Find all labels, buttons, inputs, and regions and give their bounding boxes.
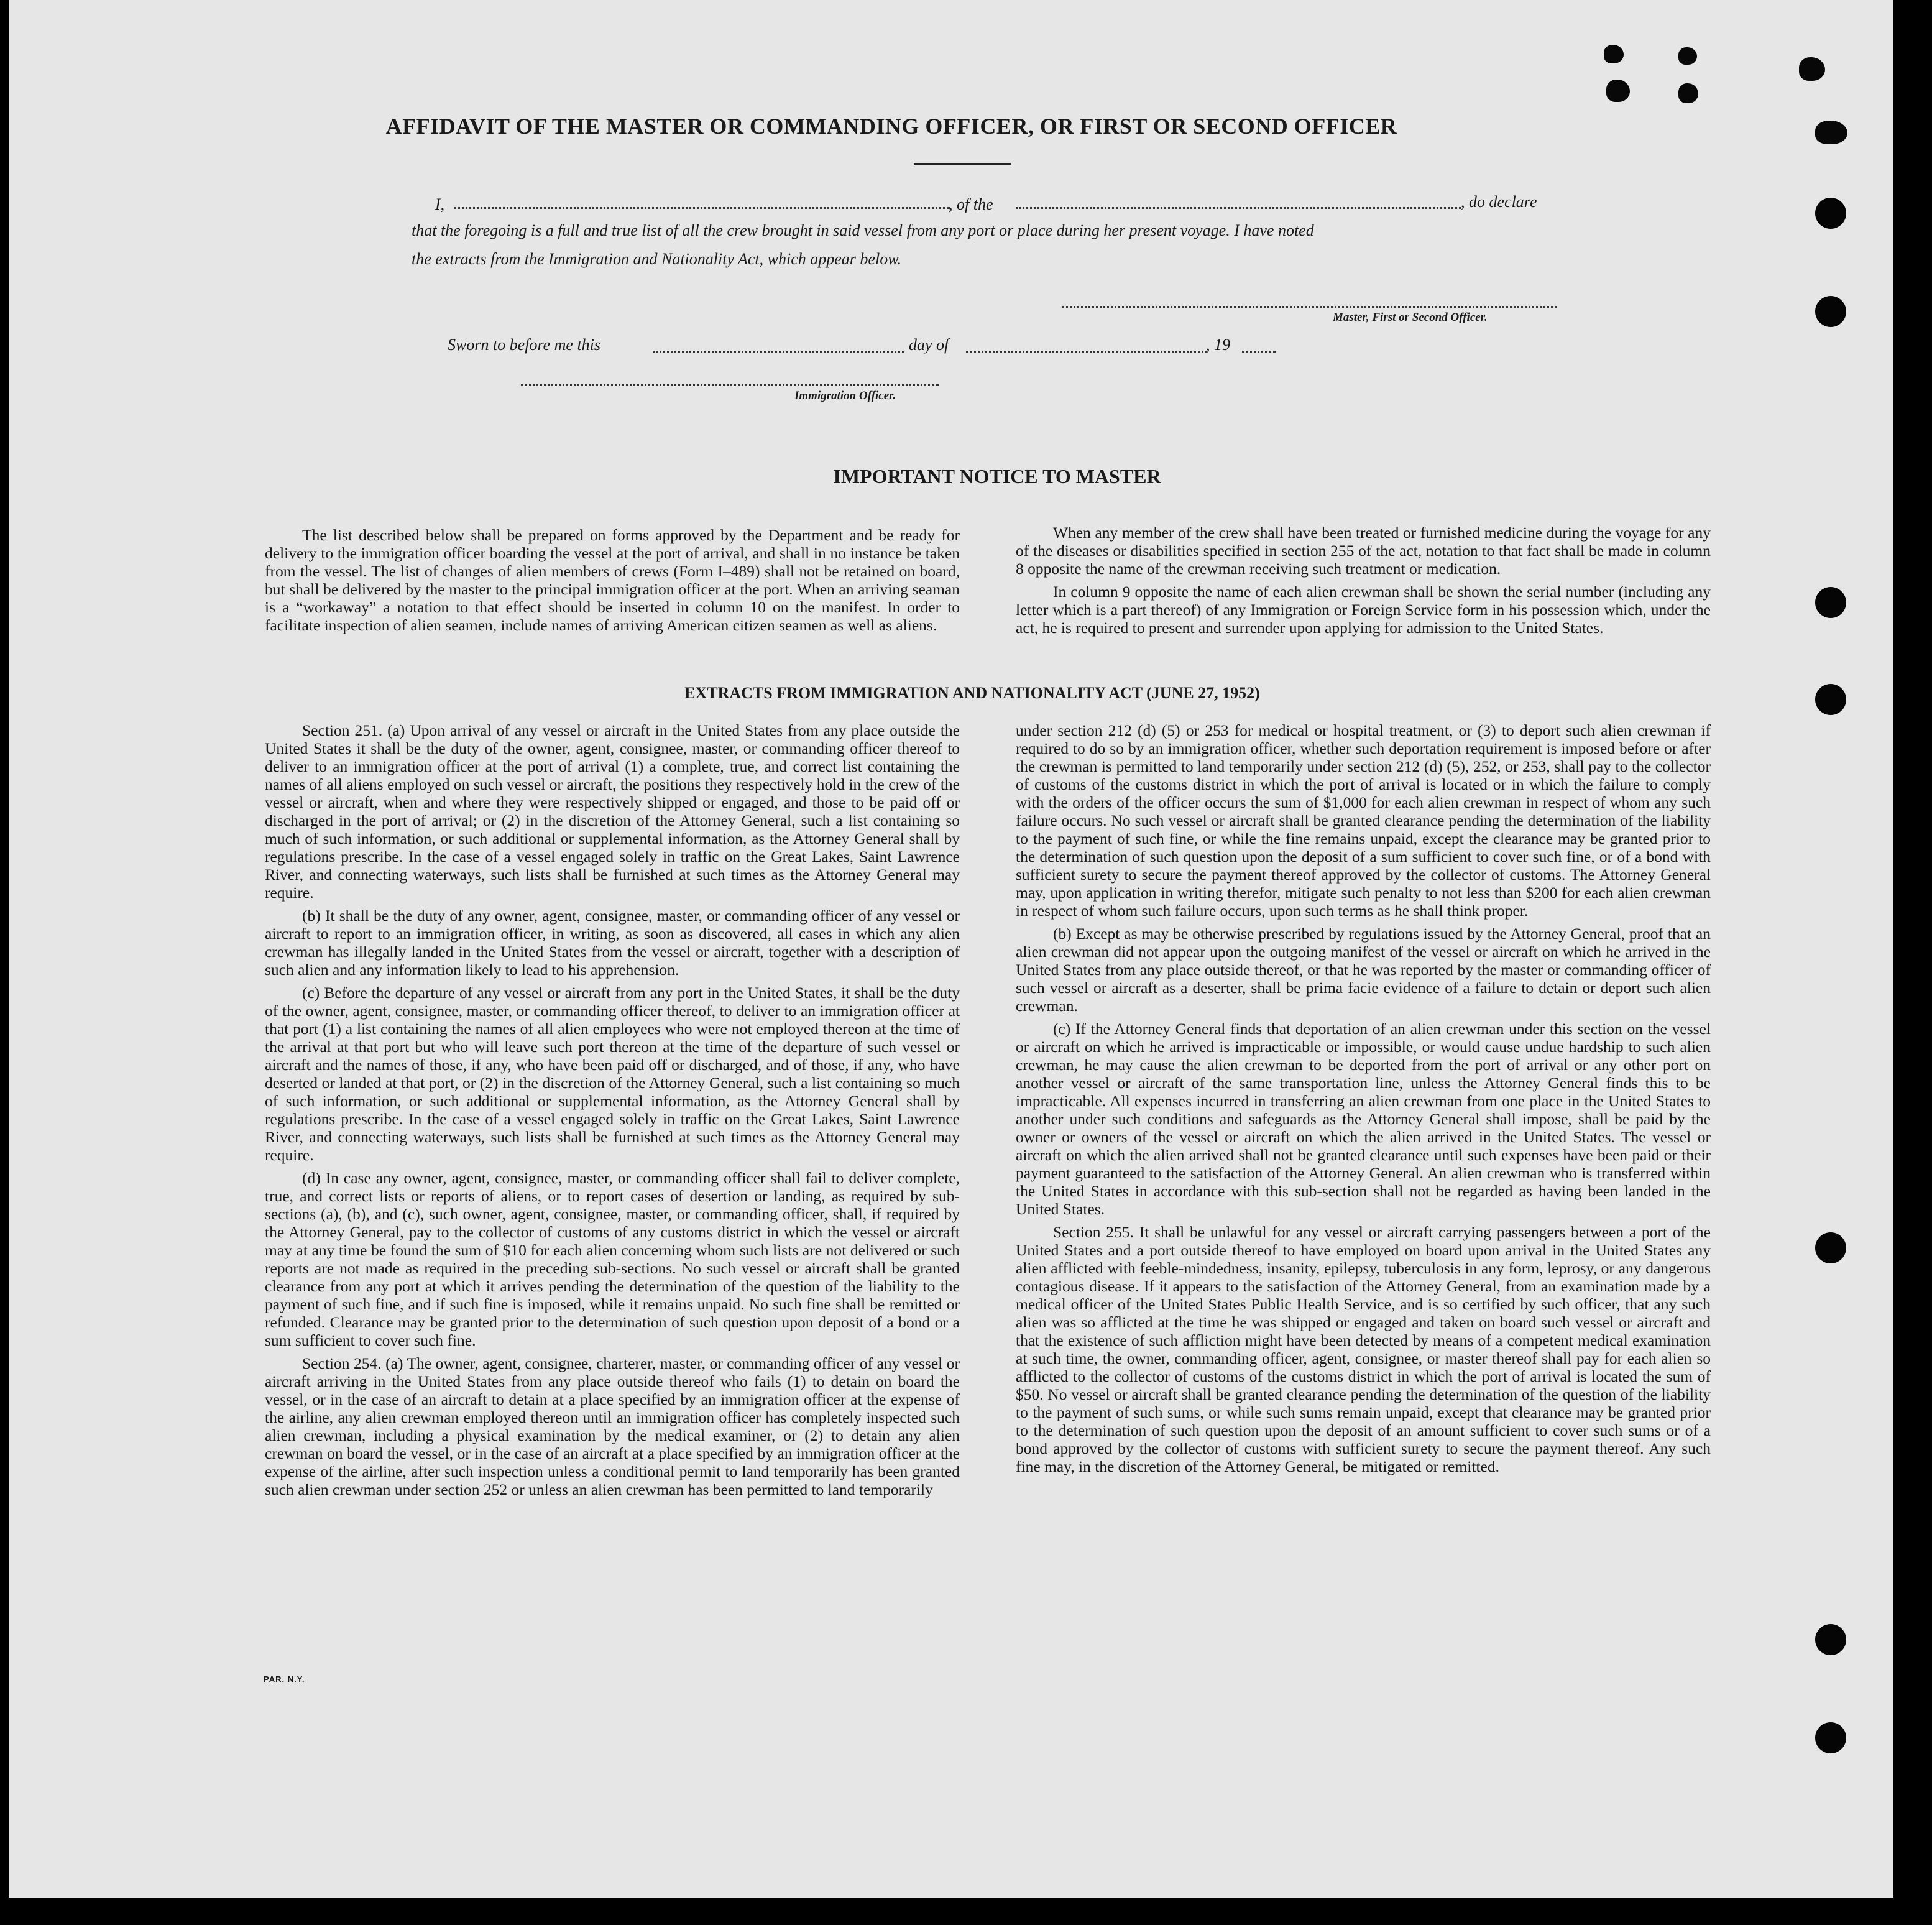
punch-hole [1815,587,1846,618]
notice-paragraph: The list described below shall be prepared on forms approved by the Department and be ready for delivery to the immigration officer boarding the vessel at the port of arrival, and shall in no instance be taken from the vessel. The list of changes of alien members of crews (Form I–489) shall not be retained on board, but shall be delivered by the master to the principal immigration officer at the port. When an arriving seaman is a “workaway” a notation to that effect should be inserted in column 10 on the manifest. In order to facilitate inspection of alien seamen, include names of arriving American citizen seamen as well as aliens. [265,526,960,634]
extracts-right-column [1016,721,1711,1475]
sworn-year-field[interactable] [1242,351,1276,353]
ink-blot [1606,80,1630,102]
extracts-title: EXTRACTS FROM IMMIGRATION AND NATIONALITY ACT (JUNE 27, 1952) [684,684,1260,702]
punch-hole [1815,296,1846,327]
master-signature-label: Master, First or Second Officer. [1333,311,1488,324]
affiant-name-field[interactable] [454,207,950,209]
punch-hole [1815,1624,1846,1655]
ink-blot [1678,83,1698,103]
notice-paragraph: In column 9 opposite the name of each alien crewman shall be shown the serial number (including any letter which is a part thereof) of any Immigration or Foreign Service form in his possession which, under the act, he is required to present and surrender upon applying for admission to the United States. [1016,583,1711,637]
sworn-month-field[interactable] [966,351,1207,353]
title-underline [914,163,1011,165]
affidavit-title: AFFIDAVIT OF THE MASTER OR COMMANDING OFFICER, OR FIRST OR SECOND OFFICER [385,114,1397,139]
punch-hole [1815,1232,1846,1263]
ink-blot [1604,45,1624,63]
day-of-label: day of [909,336,949,354]
affidavit-statement-line-1: that the foregoing is a full and true list of all the crew brought in said vessel from any port or place during her present voyage. I have noted [412,221,1314,239]
do-declare-label: , do declare [1461,193,1537,211]
section-254-b: (b) Except as may be otherwise prescribed by regulations issued by the Attorney General, proof that an alien crewman did not appear upon the outgoing manifest of the vessel or aircraft on which he arrived in the United States from any place outside thereof, or that he was reported by the master or commanding officer of such vessel or aircraft as a deserter, shall be prima facie evidence of a failure to detain or deport such alien crewman. [1016,925,1711,1015]
year-label: , 19 [1206,336,1230,354]
section-254-c: (c) If the Attorney General finds that deportation of an alien crewman under this section on the vessel or aircraft on which he arrived is impracticable or impossible, or would cause undue hardship to such alien crewman, he may cause the alien crewman to be deported from the port of arrival or any other port on another vessel or aircraft of the same transportation line, unless the Attorney General finds this to be impracticable. All expenses incurred in transferring an alien crewman from one place in the United States to another under such conditions and safeguards as the Attorney General shall impose, shall be paid by the owner or owners of the vessel or aircraft on which the alien arrived in the United States. The vessel or aircraft on which the alien arrived shall not be granted clearance until such expenses have been paid or their payment guaranteed to the satisfaction of the Attorney General. An alien crewman who is transferred within the United States in accordance with this sub-section shall not be regarded as having been landed in the United States. [1016,1020,1711,1218]
section-255: Section 255. It shall be unlawful for any vessel or aircraft carrying passengers between a port of the United States and a port outside thereof to have employed on board upon arrival in the United States any alien afflicted with feeble-mindedness, insanity, epilepsy, tuberculosis in any form, leprosy, or any dangerous contagious disease. If it appears to the satisfaction of the Attorney General, from an examination made by a medical officer of the United States Public Health Service, and is so certified by such officer, that any such alien was so afflicted at the time he was shipped or engaged and taken on board such vessel or aircraft and that the existence of such affliction might have been detected by means of a competent medical examination at such time, the owner, commanding officer, agent, consignee, or master thereof shall pay for each alien so afflicted to the collector of customs of the customs district in which the port of arrival is located the sum of $50. No vessel or aircraft shall be granted clearance pending the determination of the question of the liability to the payment of such sums, or while such sums remain unpaid, except that clearance may be granted prior to the determination of such question upon the deposit of an amount sufficient to cover such sums or of a bond approved by the collector of customs with sufficient surety to secure the payment thereof. Any such fine may, in the discretion of the Attorney General, be mitigated or remitted. [1016,1223,1711,1475]
punch-hole [1815,198,1846,229]
extracts-left-column [265,721,960,1498]
vessel-name-field[interactable] [1016,207,1461,209]
sworn-day-field[interactable] [653,351,904,353]
affiant-label: I, [435,195,445,213]
master-signature-line[interactable] [1062,306,1557,308]
notice-title: IMPORTANT NOTICE TO MASTER [833,465,1161,487]
section-251-d: (d) In case any owner, agent, consignee, master, or commanding officer shall fail to deliver complete, true, and correct lists or reports of aliens, or to report cases of desertion or landing, as required by sub-sections (a), (b), and (c), such owner, agent, consignee, master, or commanding officer, shall, if required by the Attorney General, pay to the collector of customs of any customs district in which the vessel or aircraft may at any time be found the sum of $10 for each alien concerning whom such lists are not delivered or such reports are not made as required in the preceding sub-sections. No such vessel or aircraft shall be granted clearance from any port at which it arrives pending the determination of the question of the liability to the payment of such fine, and if such fine is imposed, while it remains unpaid. No such fine shall be remitted or refunded. Clearance may be granted prior to the determination of such question upon deposit of a bond or a sum sufficient to cover such fine. [265,1169,960,1349]
notice-paragraph: When any member of the crew shall have been treated or furnished medicine during the voyage for any of the diseases or disabilities specified in section 255 of the act, notation to that fact shall be made in column 8 opposite the name of the crewman receiving such treatment or medication. [1016,524,1711,578]
document-page [9,0,1893,1898]
notice-right-column [1016,524,1711,637]
sworn-label: Sworn to before me this [448,336,601,354]
officer-signature-line[interactable] [521,384,939,386]
punch-hole [1815,1722,1846,1753]
section-254-a-continued: under section 212 (d) (5) or 253 for medical or hospital treatment, or (3) to deport such alien crewman if required to do so by an immigration officer, whether such deportation requirement is imposed before or after the crewman is permitted to land temporarily under section 212 (d) (5), 252, or 253, shall pay to the collector of customs of the customs district in which the port of arrival is located or in which the failure to comply with the orders of the officer occurs the sum of $1,000 for each alien crewman in respect of whom any such failure occurs. No such vessel or aircraft shall be granted clearance pending the determination of the liability to the payment of such fine, or while the fine remains unpaid, except the clearance may be granted prior to the determination of such question upon the deposit of a sum sufficient to cover such fine, or of a bond with sufficient surety to secure the payment thereof approved by the collector of customs. The Attorney General may, upon application in writing therefor, mitigate such penalty to not less than $200 for each alien crewman in respect of whom such failure occurs, upon such terms as he shall think proper. [1016,721,1711,920]
section-251-c: (c) Before the departure of any vessel or aircraft from any port in the United States, it shall be the duty of the owner, agent, consignee, master, or commanding officer thereof, to deliver to an immigration officer at that port (1) a list containing the names of all alien employees who were not employed thereon at the time of the arrival at that port but who will leave such port thereon at the time of the departure of such vessel or aircraft and the names of those, if any, who have been paid off or discharged, and of those, if any, who have deserted or landed at that port, or (2) in the discretion of the Attorney General, such a list containing so much of such information, or such additional or supplemental information, as the Attorney General shall by regulations prescribe. In the case of a vessel engaged solely in traffic on the Great Lakes, Saint Lawrence River, and connecting waterways, such lists shall be furnished at such times as the Attorney General may require. [265,984,960,1164]
notice-left-column [265,526,960,634]
affidavit-statement-line-2: the extracts from the Immigration and Nationality Act, which appear below. [412,250,902,268]
section-251-b: (b) It shall be the duty of any owner, agent, consignee, master, or commanding officer of any vessel or aircraft to report to an immigration officer, in writing, as soon as discovered, all cases in which any alien crewman has illegally landed in the United States from the vessel or aircraft, together with a description of such alien and any information likely to lead to his apprehension. [265,907,960,979]
ink-blot [1678,47,1697,65]
section-254-a: Section 254. (a) The owner, agent, consignee, charterer, master, or commanding officer of any vessel or aircraft arriving in the United States from any place outside thereof who fails (1) to detain on board the vessel, or in the case of an aircraft to detain at a place specified by an immigration officer at the expense of the airline, any alien crewman employed thereon until an immigration officer has completely inspected such alien crewman, including a physical examination by the medical examiner, or (2) to detain any alien crewman on board the vessel, or in the case of an aircraft at a place specified by an immigration officer at the expense of the airline, after such inspection unless a conditional permit to land temporarily has been granted such alien crewman under section 252 or unless an alien crewman has been permitted to land temporarily [265,1354,960,1498]
section-251-a: Section 251. (a) Upon arrival of any vessel or aircraft in the United States from any place outside the United States it shall be the duty of the owner, agent, consignee, master, or commanding officer thereof to deliver to an immigration officer at the port of arrival (1) a complete, true, and correct list containing the names of all aliens employed on such vessel or aircraft, the positions they respectively hold in the crew of the vessel or aircraft, when and where they were respectively shipped or engaged, and those to be paid off or discharged in the port of arrival; or (2) in the discretion of the Attorney General, such a list containing so much of such information, or such additional or supplemental information, as the Attorney General shall by regulations prescribe. In the case of a vessel engaged solely in traffic on the Great Lakes, Saint Lawrence River, and connecting waterways, such lists shall be furnished at such times as the Attorney General may require. [265,721,960,902]
officer-signature-label: Immigration Officer. [794,389,896,402]
ink-blot [1815,121,1847,144]
printer-mark: PAR. N.Y. [264,1674,305,1684]
of-the-label: , of the [949,195,993,213]
punch-hole [1815,684,1846,715]
ink-blot [1799,57,1825,81]
